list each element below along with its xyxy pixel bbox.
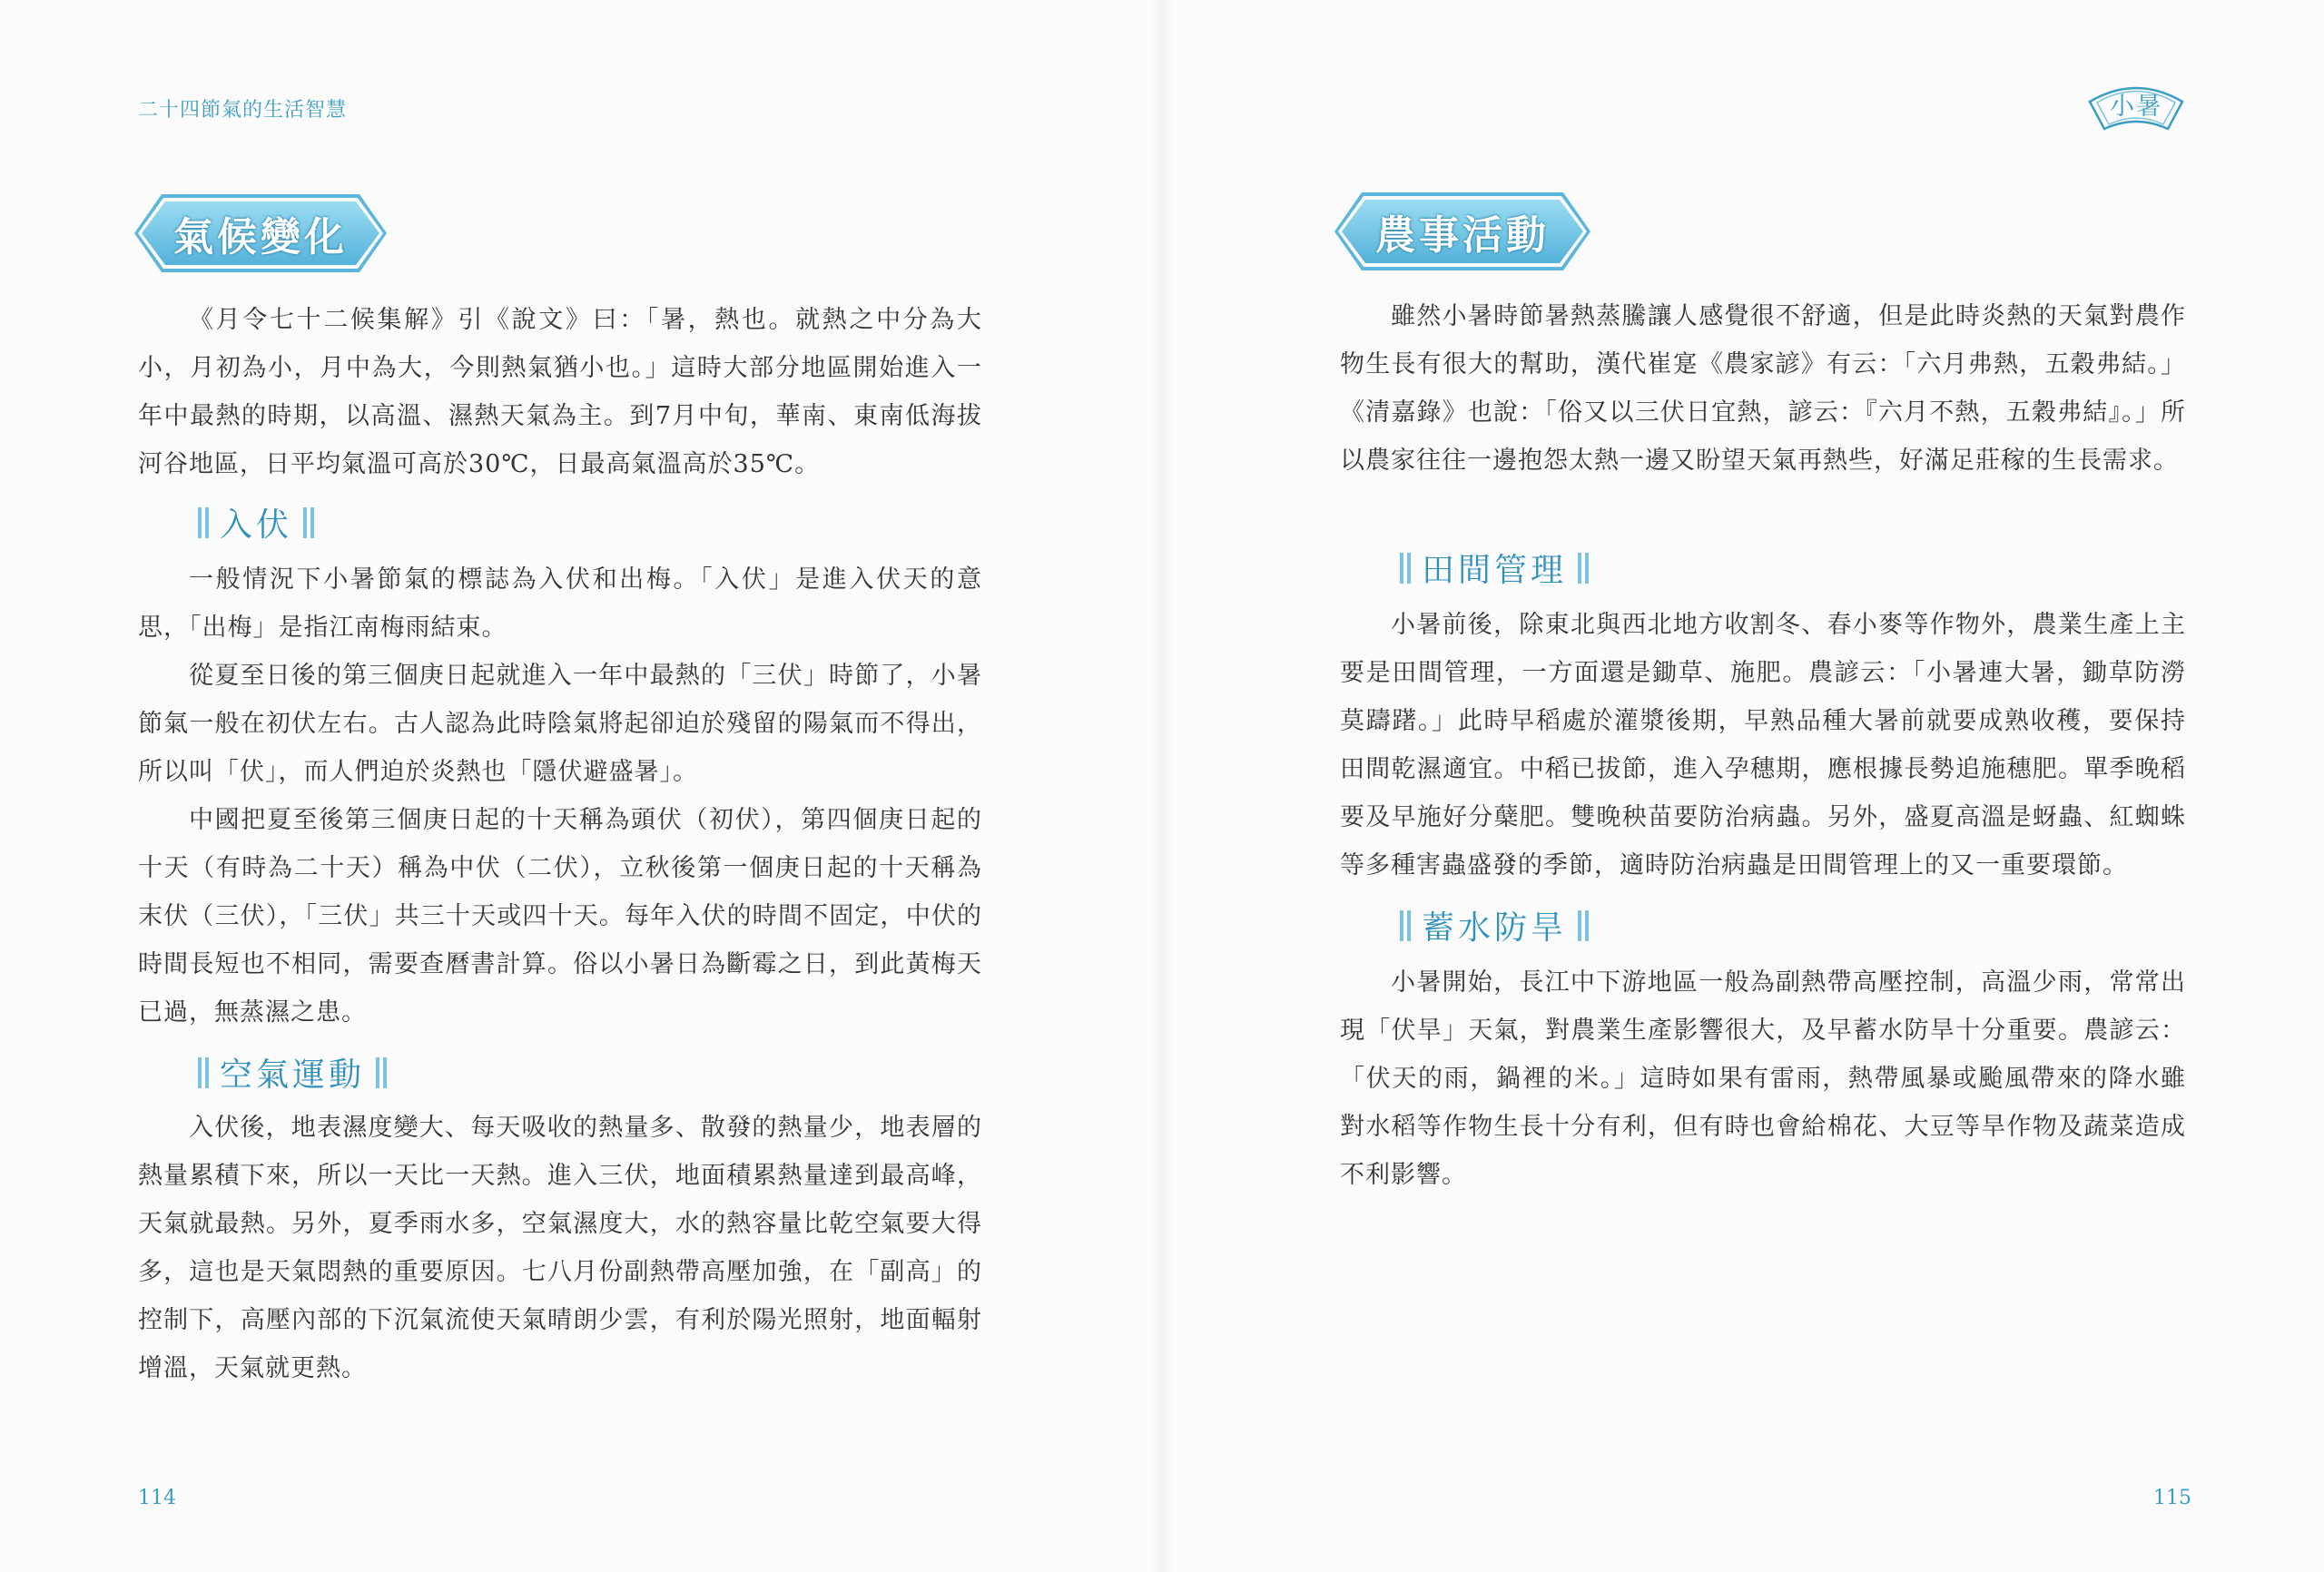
right-page [1162, 0, 2324, 1572]
subheading-text: 空氣運動 [220, 1056, 366, 1094]
page-number: 114 [138, 1487, 176, 1509]
subheading-bar-right [374, 1057, 389, 1088]
subheading-water-storage [1389, 902, 1600, 948]
subheading-ru-fu [187, 499, 325, 545]
page-number: 115 [2153, 1487, 2191, 1509]
section-title: 氣候變化 [173, 214, 348, 260]
intro-paragraph: 雖然小暑時節暑熱蒸騰讓人感覺很不舒適，但是此時炎熱的天氣對農作物生長有很大的幫助，漢代崔寔《農家諺》有云：「六月弗熱，五穀弗結。」《清嘉錄》也說：「俗又以三伏日宜熱，諺云：『六月不熱，五穀弗結』。」所以農家往往一邊抱怨太熱一邊又盼望天氣再熱些，好滿足莊稼的生長需求。 [1340, 302, 2186, 475]
subheading-bar-right [1576, 910, 1590, 941]
subheading-bar-left [196, 1057, 211, 1088]
emblem-label: 小暑 [2110, 93, 2162, 121]
subheading-text: 蓄水防旱 [1422, 909, 1568, 947]
subheading-bar-right [1576, 553, 1590, 584]
paragraph: 一般情況下小暑節氣的標誌為入伏和出梅。「入伏」是進入伏天的意思，「出梅」是指江南梅雨結束。 [138, 565, 982, 642]
subheading-bar-left [1398, 910, 1413, 941]
section-title-badge [1342, 200, 1583, 263]
paragraph: 從夏至日後的第三個庚日起就進入一年中最熱的「三伏」時節了，小暑節氣一般在初伏左右。古人認為此時陰氣將起卻迫於殘留的陽氣而不得出，所以叫「伏」，而人們迫於炎熱也「隱伏避盛暑」。 [138, 662, 982, 786]
section-title-badge [142, 201, 379, 265]
subheading-text: 田間管理 [1422, 552, 1568, 589]
running-head: 二十四節氣的生活智慧 [138, 99, 348, 122]
section-title: 農事活動 [1375, 212, 1550, 259]
subheading-field-management [1389, 545, 1600, 591]
subheading-bar-left [196, 507, 211, 538]
subheading-bar-left [1398, 553, 1413, 584]
paragraph: 入伏後，地表濕度變大、每天吸收的熱量多、散發的熱量少，地表層的熱量累積下來，所以一天比一天熱。進入三伏，地面積累熱量達到最高峰，天氣就最熱。另外，夏季雨水多，空氣濕度大，水的熱容量比乾空氣要大得多，這也是天氣悶熱的重要原因。七八月份副熱帶高壓加強，在「副高」的控制下，高壓內部的下沉氣流使天氣晴朗少雲，有利於陽光照射，地面輻射增溫，天氣就更熱。 [138, 1114, 982, 1382]
solar-term-emblem [2081, 76, 2191, 138]
paragraph: 小暑開始，長江中下游地區一般為副熱帶高壓控制，高溫少雨，常常出現「伏旱」天氣，對農業生產影響很大，及早蓄水防旱十分重要。農諺云：「伏天的雨，鍋裡的米。」這時如果有雷雨，熱帶風暴或颱風帶來的降水雖對水稻等作物生長十分有利，但有時也會給棉花、大豆等旱作物及蔬菜造成不利影響。 [1340, 968, 2186, 1189]
subheading-bar-right [301, 507, 316, 538]
paragraph: 中國把夏至後第三個庚日起的十天稱為頭伏（初伏），第四個庚日起的十天（有時為二十天）稱為中伏（二伏），立秋後第一個庚日起的十天稱為末伏（三伏），「三伏」共三十天或四十天。每年入伏的時間不固定，中伏的時間長短也不相同，需要查曆書計算。俗以小暑日為斷霉之日，到此黃梅天已過，無蒸濕之患。 [138, 806, 982, 1027]
subheading-air-movement [187, 1049, 398, 1095]
intro-paragraph: 《月令七十二候集解》引《說文》曰：「暑，熱也。就熱之中分為大小，月初為小，月中為大，今則熱氣猶小也。」這時大部分地區開始進入一年中最熱的時期，以高溫、濕熱天氣為主。到7月中旬，華南、東南低海拔河谷地區，日平均氣溫可高於30℃，日最高氣溫高於35℃。 [138, 306, 982, 478]
subheading-text: 入伏 [220, 506, 293, 544]
paragraph: 小暑前後，除東北與西北地方收割冬、春小麥等作物外，農業生產上主要是田間管理，一方面還是鋤草、施肥。農諺云：「小暑連大暑，鋤草防澇莫躊躇。」此時早稻處於灌漿後期，早熟品種大暑前就要成熟收穫，要保持田間乾濕適宜。中稻已拔節，進入孕穗期，應根據長勢追施穗肥。單季晚稻要及早施好分蘖肥。雙晚秧苗要防治病蟲。另外，盛夏高溫是蚜蟲、紅蜘蛛等多種害蟲盛發的季節，適時防治病蟲是田間管理上的又一重要環節。 [1340, 611, 2186, 879]
